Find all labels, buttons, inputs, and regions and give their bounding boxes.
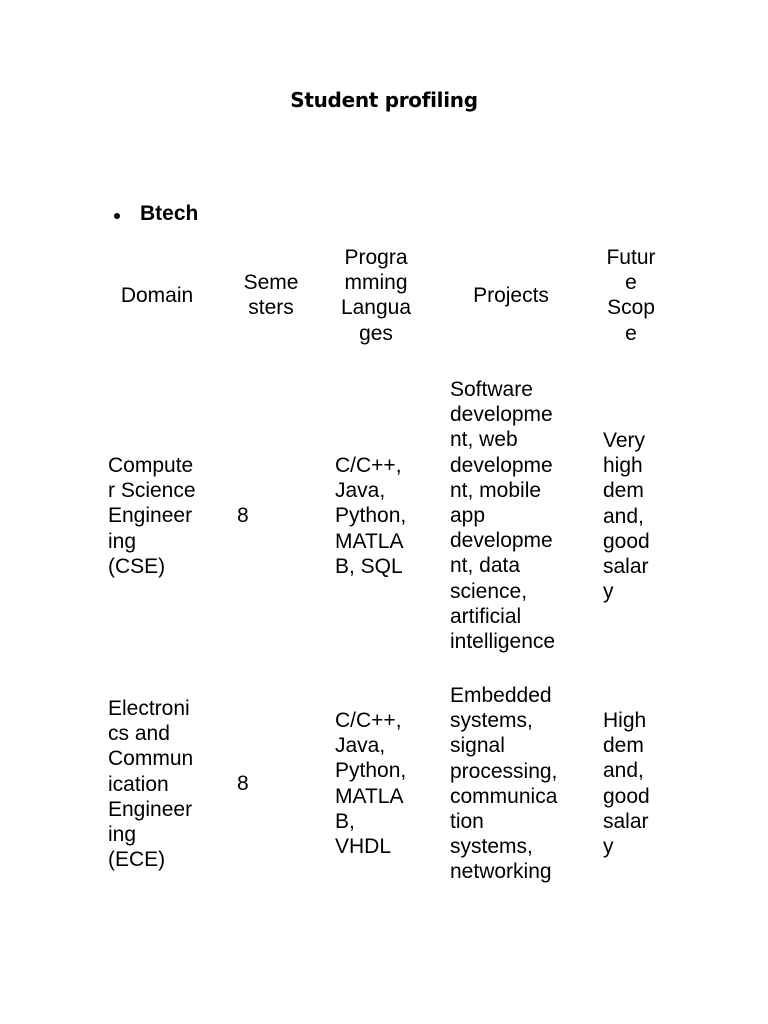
cell-line: intelligence	[450, 630, 556, 654]
cell-domain	[108, 696, 208, 872]
cell-line: e	[625, 271, 637, 295]
cell-line: good	[603, 529, 650, 553]
cell-line: y	[603, 835, 614, 859]
bullet-dot-icon	[114, 213, 120, 219]
cell-line: Langua	[340, 296, 412, 320]
cell-line: Electroni	[108, 697, 190, 720]
cell-line: Seme	[243, 271, 299, 294]
cell-line: Software	[450, 378, 533, 401]
cell-semesters	[237, 503, 297, 528]
cell-line: B,	[335, 809, 355, 833]
cell-programming	[335, 708, 421, 859]
cell-line: developme	[450, 403, 553, 427]
cell-line: mming	[344, 271, 408, 295]
cell-line: MATLA	[335, 529, 404, 553]
cell-line: good	[603, 784, 650, 808]
cell-line: Commun	[108, 747, 194, 771]
cell-line: nt, mobile	[450, 478, 542, 502]
cell-line: networking	[450, 860, 552, 884]
cell-line: 8	[237, 504, 249, 527]
table-header-domain	[108, 283, 206, 308]
cell-line: science,	[450, 579, 528, 603]
table-header-semesters	[236, 270, 306, 320]
cell-line: ges	[359, 321, 393, 345]
cell-line: developme	[450, 529, 553, 553]
cell-line: nt, web	[450, 428, 518, 452]
cell-line: 8	[237, 772, 249, 795]
cell-line: dem	[603, 734, 644, 758]
cell-line: ing	[108, 823, 137, 847]
cell-line: (ECE)	[108, 848, 166, 872]
cell-domain	[108, 453, 208, 579]
cell-line: nt, data	[450, 554, 521, 578]
cell-line: e	[625, 321, 637, 345]
cell-line: tion	[450, 810, 484, 834]
cell-line: and,	[603, 759, 644, 783]
cell-line: sters	[248, 296, 294, 320]
cell-line: ication	[108, 772, 169, 796]
cell-line: Scop	[607, 296, 655, 320]
cell-line: VHDL	[335, 835, 392, 859]
cell-future-scope	[603, 708, 661, 859]
cell-line: Domain	[120, 284, 194, 307]
cell-programming	[335, 453, 421, 579]
cell-line: C/C++,	[335, 709, 402, 732]
cell-line: B, SQL	[335, 554, 403, 578]
table-header-programming-languages	[334, 245, 418, 346]
cell-line: Engineer	[108, 504, 193, 528]
cell-line: Java,	[335, 479, 386, 503]
cell-line: y	[603, 580, 614, 604]
cell-line: Python,	[335, 759, 407, 783]
cell-line: Projects	[473, 284, 549, 307]
table-header-projects	[450, 283, 572, 308]
cell-line: developme	[450, 453, 553, 477]
cell-line: systems,	[450, 835, 533, 859]
cell-line: Python,	[335, 504, 407, 528]
cell-line: Engineer	[108, 797, 193, 821]
table-header-future-scope	[602, 245, 660, 346]
bullet-label: Btech	[140, 202, 199, 225]
cell-line: signal	[450, 734, 505, 758]
cell-line: communica	[450, 784, 558, 808]
cell-line: ing	[108, 529, 137, 553]
cell-line: and,	[603, 504, 644, 528]
cell-line: high	[603, 454, 643, 478]
cell-line: High	[603, 709, 647, 732]
bullet-item-btech	[114, 202, 198, 226]
cell-line: C/C++,	[335, 454, 402, 477]
cell-line: cs and	[108, 722, 170, 746]
cell-future-scope	[603, 428, 661, 604]
cell-line: r Science	[108, 479, 196, 503]
cell-line: dem	[603, 479, 644, 503]
cell-line: systems,	[450, 709, 533, 733]
cell-line: MATLA	[335, 784, 404, 808]
cell-line: (CSE)	[108, 554, 166, 578]
cell-line: processing,	[450, 759, 558, 783]
cell-line: Java,	[335, 734, 386, 758]
cell-line: Very	[603, 429, 646, 452]
cell-line: salar	[603, 809, 649, 833]
cell-line: app	[450, 504, 486, 528]
cell-projects	[450, 377, 572, 654]
cell-line: Compute	[108, 454, 194, 477]
page-title: Student profiling	[290, 88, 478, 112]
cell-line: artificial	[450, 604, 522, 628]
cell-line: Progra	[344, 246, 408, 269]
cell-line: salar	[603, 555, 649, 579]
cell-projects	[450, 683, 572, 885]
cell-semesters	[237, 771, 297, 796]
cell-line: Futur	[606, 246, 656, 269]
cell-line: Embedded	[450, 684, 552, 707]
